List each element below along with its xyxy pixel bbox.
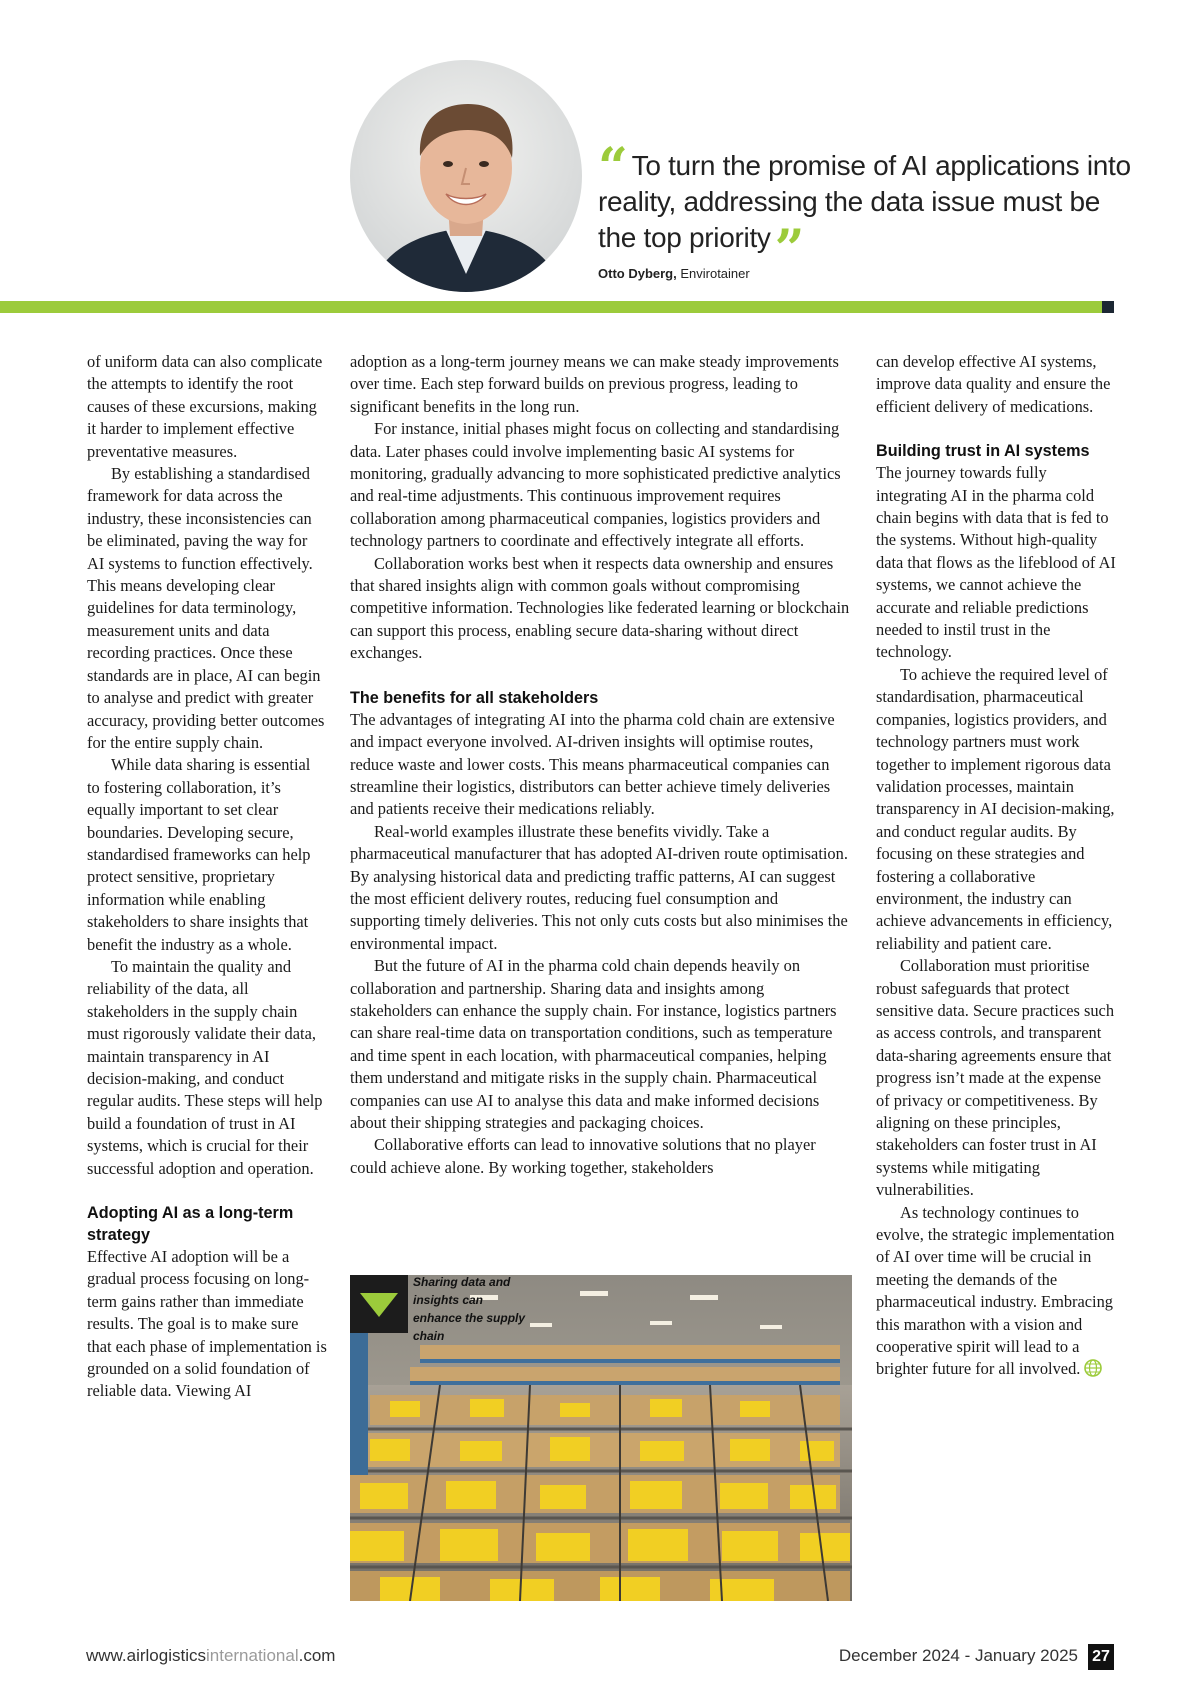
footer-url-light: international [205, 1646, 299, 1665]
paragraph: The advantages of integrating AI into the pharma cold chain are extensive and impact everyone involved. AI-driven insights will optimise routes, reduce waste and lower costs. This means pharmaceutical companies can streamline their logistics, distributors can better achieve timely deliveries and patients receive their medications reliably. [350, 709, 835, 819]
header-divider [0, 301, 1102, 313]
paragraph [876, 1202, 1116, 1381]
paragraph: adoption as a long-term journey means we can make steady improvements over time. Each step forward builds on previous progress, leading to significant benefits in the long run. [350, 352, 839, 416]
paragraph: To achieve the required level of standardisation, pharmaceutical companies, logistics providers, and technology partners must work together to implement rigorous data validation processes, maintain transparency in AI decision-making, and conduct regular audits. By focusing on these strategies and fostering a collaborative environment, the industry can achieve advancements in efficiency, reliability and patient care. [876, 664, 1115, 953]
paragraph: Collaboration must prioritise robust safeguards that protect sensitive data. Secure practices such as access controls, and transparent data-sharing agreements ensure that progress isn’t made at the expense of privacy or competitiveness. By aligning on these principles, stakeholders can foster trust in AI systems while mitigating vulnerabilities. [876, 956, 1115, 1200]
paragraph: can develop effective AI systems, improve data quality and ensure the efficient delivery of medications. [876, 352, 1111, 416]
globe-icon [1084, 1359, 1102, 1377]
section-heading: Adopting AI as a long-term strategy [87, 1204, 294, 1245]
photo-caption: Sharing data and insights can enhance the supply chain [413, 1275, 526, 1343]
page-number: 27 [1088, 1644, 1114, 1670]
open-quote-mark: “ [598, 137, 628, 198]
quote-author: Otto Dyberg, [598, 266, 677, 281]
article-column-1 [87, 351, 327, 1403]
paragraph: Real-world examples illustrate these benefits vividly. Take a pharmaceutical manufacturer that has adopted AI-driven route optimisation. By analysing historical data and predicting traffic patterns, AI can suggest the most efficient delivery routes, reducing fuel consumption and supporting timely deliveries. This not only cuts costs but also minimises the environmental impact. [350, 821, 848, 953]
issue-date: December 2024 - January 2025 [838, 1646, 1078, 1665]
pull-quote-text: To turn the promise of AI applications into reality, addressing the data issue must be the top priority [598, 150, 1131, 253]
caption-marker [350, 1275, 408, 1333]
paragraph: While data sharing is essential to fostering collaboration, it’s equally important to set clear boundaries. Developing secure, standardised frameworks can help protect sensitive, proprietary information while enabling stakeholders to share insights that benefit the industry as a whole. [87, 755, 311, 954]
footer-url-end: .com [298, 1646, 336, 1665]
paragraph: For instance, initial phases might focus on collecting and standardising data. Later phases could involve implementing basic AI systems for monitoring, gradually advancing to more sophisticated predictive analytics and real-time adjustments. This continuous improvement requires collaboration among pharmaceutical companies, logistics providers and technology partners to coordinate and effectively integrate all efforts. [350, 419, 841, 551]
paragraph: To maintain the quality and reliability of the data, all stakeholders in the supply chain must rigorously validate their data, maintain transparency in AI decision-making, and conduct regular audits. These steps will help build a foundation of trust in AI systems, which is crucial for their successful adoption and operation. [87, 956, 323, 1178]
footer-url-start: www.airlogistics [86, 1646, 206, 1665]
quote-author-org: Envirotainer [676, 266, 750, 281]
section-heading: Building trust in AI systems [876, 442, 1090, 461]
close-quote-mark: ” [774, 219, 805, 280]
paragraph: Collaboration works best when it respects data ownership and ensures that shared insights align with common goals without compromising competitive information. Technologies like federated learning or blockchain can support this process, enabling secure data-sharing without direct exchanges. [350, 553, 850, 663]
paragraph: of uniform data can also complicate the attempts to identify the root causes of these excursions, making it harder to implement effective preventative measures. [87, 352, 323, 461]
author-portrait [350, 60, 582, 292]
article-column-3 [876, 351, 1116, 1381]
triangle-down-icon [350, 1275, 408, 1333]
person-portrait-icon [350, 60, 582, 292]
paragraph: But the future of AI in the pharma cold chain depends heavily on collaboration and partnership. Sharing data and insights among stakeholders can enhance the supply chain. For instance, logistics partners can share real-time data on transportation conditions, such as temperature and time spent in each location, with pharmaceutical companies, helping them understand and mitigate risks in the supply chain. Pharmaceutical companies can use AI to analyse this data and make informed decisions about their shipping strategies and packaging choices. [350, 956, 837, 1132]
quote-byline [598, 266, 750, 281]
paragraph: Effective AI adoption will be a gradual process focusing on long-term gains rather than immediate results. The goal is to make sure that each phase of implementation is grounded on a solid foundation of reliable data. Viewing AI [87, 1247, 327, 1401]
article-column-2 [350, 351, 850, 1179]
paragraph: The journey towards fully integrating AI in the pharma cold chain begins with data that is fed to the systems. Without high-quality data that flows as the lifeblood of AI systems, we cannot achieve the accurate and reliable predictions needed to instil trust in the technology. [876, 463, 1116, 662]
paragraph: Collaborative efforts can lead to innovative solutions that no player could achieve alone. By working together, stakeholders [350, 1135, 816, 1177]
paragraph-text: As technology continues to evolve, the strategic implementation of AI over time will be crucial in meeting the demands of the pharmaceutical industry. Embracing this marathon with a vision and cooperative spirit will lead to a brighter future for all involved. [876, 1202, 1115, 1379]
section-heading: The benefits for all stakeholders [350, 688, 599, 707]
divider-end-square [1102, 301, 1114, 313]
paragraph: By establishing a standardised framework for data across the industry, these inconsistencies can be eliminated, paving the way for AI systems to function effectively. This means developing clear guidelines for data terminology, measurement units and data recording practices. Once these standards are in place, AI can begin to analyse and predict with greater accuracy, providing better outcomes for the entire supply chain. [87, 464, 325, 752]
footer-website [86, 1646, 335, 1666]
